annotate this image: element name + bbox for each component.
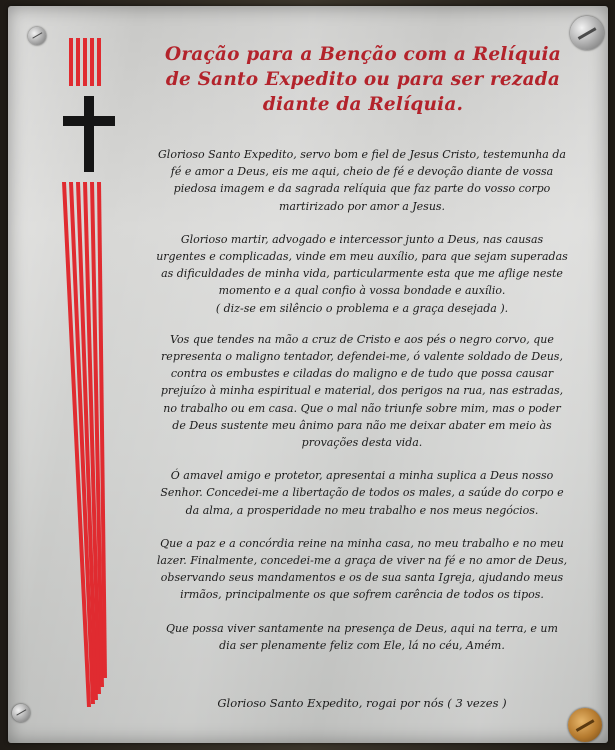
screw-top-right	[570, 16, 604, 50]
prayer-paragraph-6: Que possa viver santamente na presença de Deus, aqui na terra, e um dia ser plenamente feliz com Ele, lá no céu, Amém.	[166, 621, 558, 652]
cross-icon	[63, 96, 115, 172]
prayer-closing: Glorioso Santo Expedito, rogai por nós ( 3 vezes )	[217, 696, 507, 710]
screw-top-left	[28, 27, 46, 45]
prayer-paragraph-5: Que a paz e a concórdia reine na minha casa, no meu trabalho e no meu lazer. Finalmente, concedei-me a graça de viver na fé e no amor de Deus, observando seus mandamentos e os de sua santa Igreja, ajudando meus irmãos, principalmente os que sofrem carência de todos os tipos.	[156, 536, 568, 602]
prayer-paragraph-1: Glorioso Santo Expedito, servo bom e fiel de Jesus Cristo, testemunha da fé e amor a Deus, eis me aqui, cheio de fé e devoção diante de vossa piedosa imagem e da sagrada relíquia que faz parte do vosso corpo martirizado por amor a Jesus.	[158, 148, 566, 213]
prayer-paragraph-4: Ó amavel amigo e protetor, apresentai a minha suplica a Deus nosso Senhor. Concedei-me a libertação de todos os males, a saúde do corpo e da alma, a prosperidade no meu trabalho e nos meus negócios.	[160, 469, 564, 517]
prayer-paragraph-3: Vos que tendes na mão a cruz de Cristo e aos pés o negro corvo, que representa o maligno tentador, defendei-me, ó valente soldado de Deus, contra os embustes e ciladas do maligno e de tudo que possa causar prejuízo à minha espiritual e material, dos perigos na rua, nas estradas, no trabalho ou em casa. Que o mal não triunfe sobre mim, mas o poder de Deus sustente meu ânimo para não me deixar abater em meio às provações desta vida.	[160, 332, 564, 450]
red-stripes-top	[69, 38, 105, 86]
red-ribbon-stripes	[54, 182, 112, 712]
prayer-paragraph-2: Glorioso martir, advogado e intercessor junto a Deus, nas causas urgentes e complicadas, vinde em meu auxílio, para que sejam superadas as dificuldades de minha vida, particularmente esta que me aflige neste momento e a qual confio à vossa bondade e auxílio.	[156, 232, 568, 298]
prayer-body	[156, 146, 568, 670]
screw-bottom-left	[12, 704, 30, 722]
prayer-title: Oração para a Benção com a Relíquia de Santo Expedito ou para ser rezada diante da Relíquia.	[165, 44, 561, 115]
prayer-instruction: ( diz-se em silêncio o problema e a graça desejada ).	[215, 301, 509, 315]
screw-bottom-right	[568, 708, 602, 742]
metal-plaque	[8, 6, 608, 743]
